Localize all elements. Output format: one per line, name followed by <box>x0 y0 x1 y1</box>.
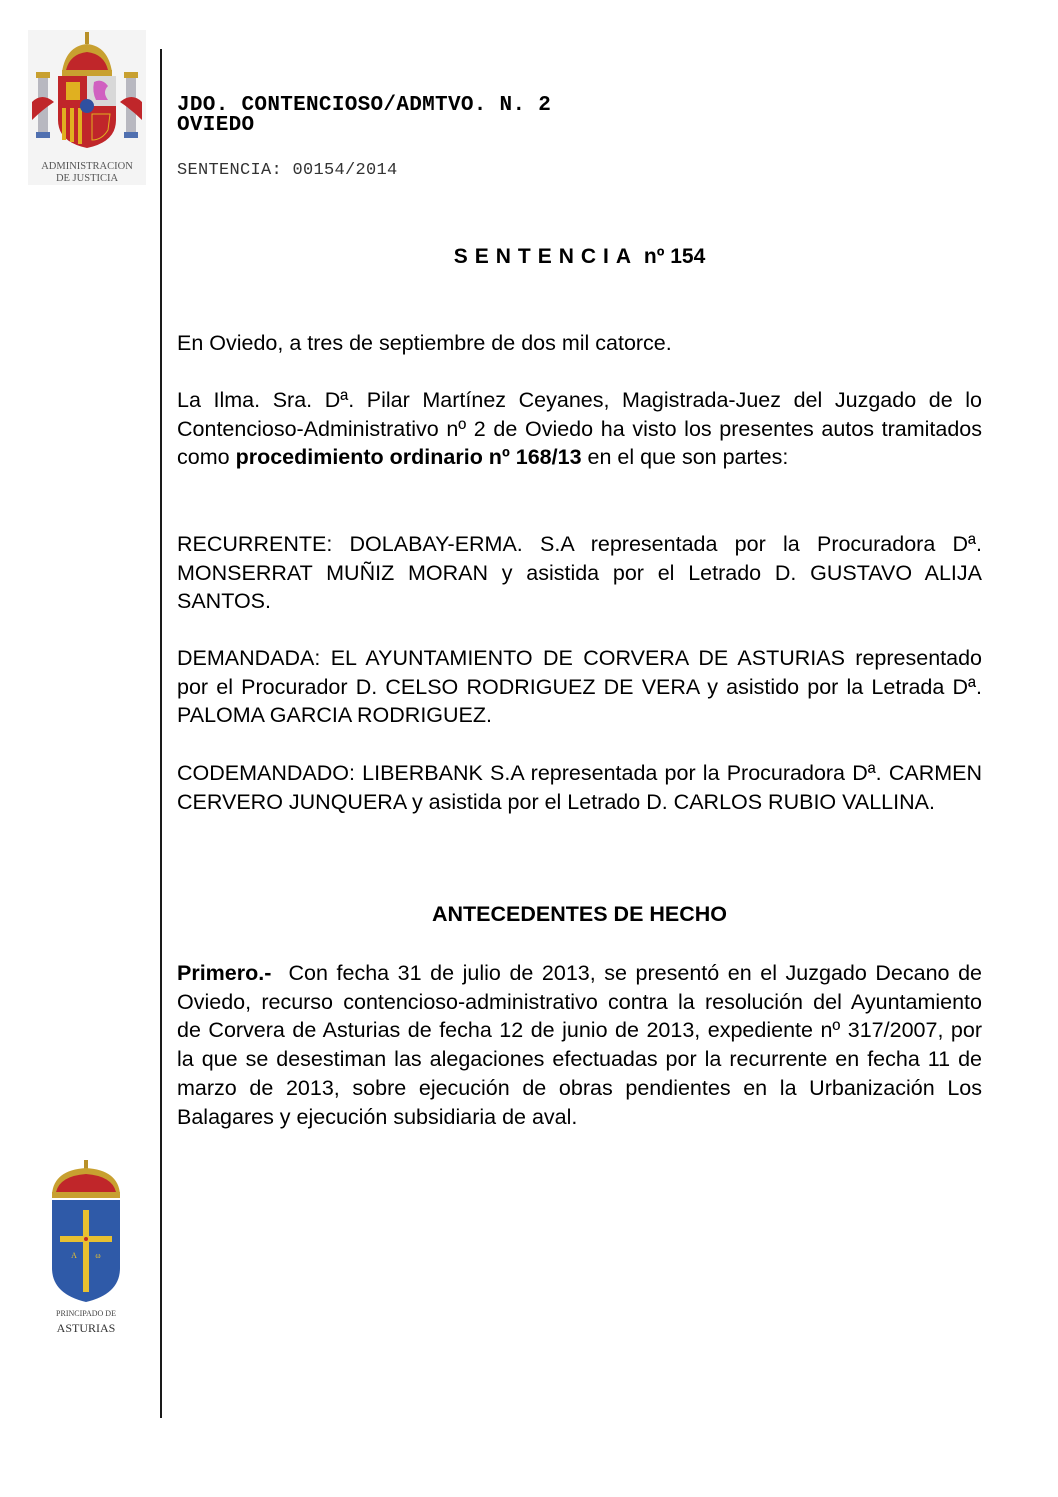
court-line-1: JDO. CONTENCIOSO/ADMTVO. N. 2 <box>177 94 552 117</box>
procedure-number: procedimiento ordinario nº 168/13 <box>235 445 582 470</box>
margin-rule <box>160 49 162 1418</box>
recurrente-paragraph: RECURRENTE: DOLABAY-ERMA. S.A representada por la Procuradora Dª. MONSERRAT MUÑIZ MORAN y asistida por el Letrado D. GUSTAVO ALIJA SANTOS. <box>177 532 982 614</box>
logo-top-caption-1: ADMINISTRACION <box>41 161 133 172</box>
spain-coat-of-arms-logo <box>28 30 146 185</box>
sentencia-reference: SENTENCIA: 00154/2014 <box>177 161 398 180</box>
asturias-coat-of-arms-logo <box>44 1158 128 1338</box>
intro-paragraph <box>177 386 982 472</box>
primero-paragraph <box>177 959 988 1131</box>
primero-text: Con fecha 31 de julio de 2013, se presentó en el Juzgado Decano de Oviedo, recurso contencioso-administrativo contra la resolución del Ayuntamiento de Corvera de Asturias de fecha 12 de junio de 2013, expediente nº 317/2007, por la que se desestiman las alegaciones efectuadas por la recurrente en fecha 11 de marzo de 2013, sobre ejecución de obras pendientes en la Urbanización Los Balagares y ejecución subsidiaria de aval. <box>177 961 988 1129</box>
primero-label: Primero.- <box>177 961 272 985</box>
court-line-2: OVIEDO <box>177 114 255 137</box>
intro-text-end: en el que son partes: <box>581 445 789 470</box>
svg-text:A: A <box>71 1251 77 1260</box>
title-word: SENTENCIA <box>453 245 639 268</box>
logo-bottom-caption-2: ASTURIAS <box>56 1321 116 1335</box>
document-title <box>177 245 982 269</box>
date-paragraph: En Oviedo, a tres de septiembre de dos mil catorce. <box>177 331 672 355</box>
demandada-paragraph: DEMANDADA: EL AYUNTAMIENTO DE CORVERA DE ASTURIAS representado por el Procurador D. CELSO RODRIGUEZ DE VERA y asistido por la Letrada Dª. PALOMA GARCIA RODRIGUEZ. <box>177 646 982 728</box>
title-number: nº 154 <box>643 245 706 268</box>
codemandado-paragraph: CODEMANDADO: LIBERBANK S.A representada por la Procuradora Dª. CARMEN CERVERO JUNQUERA y asistida por el Letrado D. CARLOS RUBIO VALLINA. <box>177 761 982 814</box>
logo-top-caption-2: DE JUSTICIA <box>55 173 119 184</box>
intro-text: La Ilma. Sra. Dª. Pilar Martínez Ceyanes, Magistrada-Juez del Juzgado de lo Contencioso-Administrativo nº 2 de Oviedo ha visto los presentes autos tramitados como <box>177 388 982 470</box>
court-name <box>177 96 551 136</box>
section-heading: ANTECEDENTES DE HECHO <box>431 902 728 926</box>
svg-text:ω: ω <box>95 1251 101 1260</box>
logo-bottom-caption-1: PRINCIPADO DE <box>56 1309 116 1318</box>
